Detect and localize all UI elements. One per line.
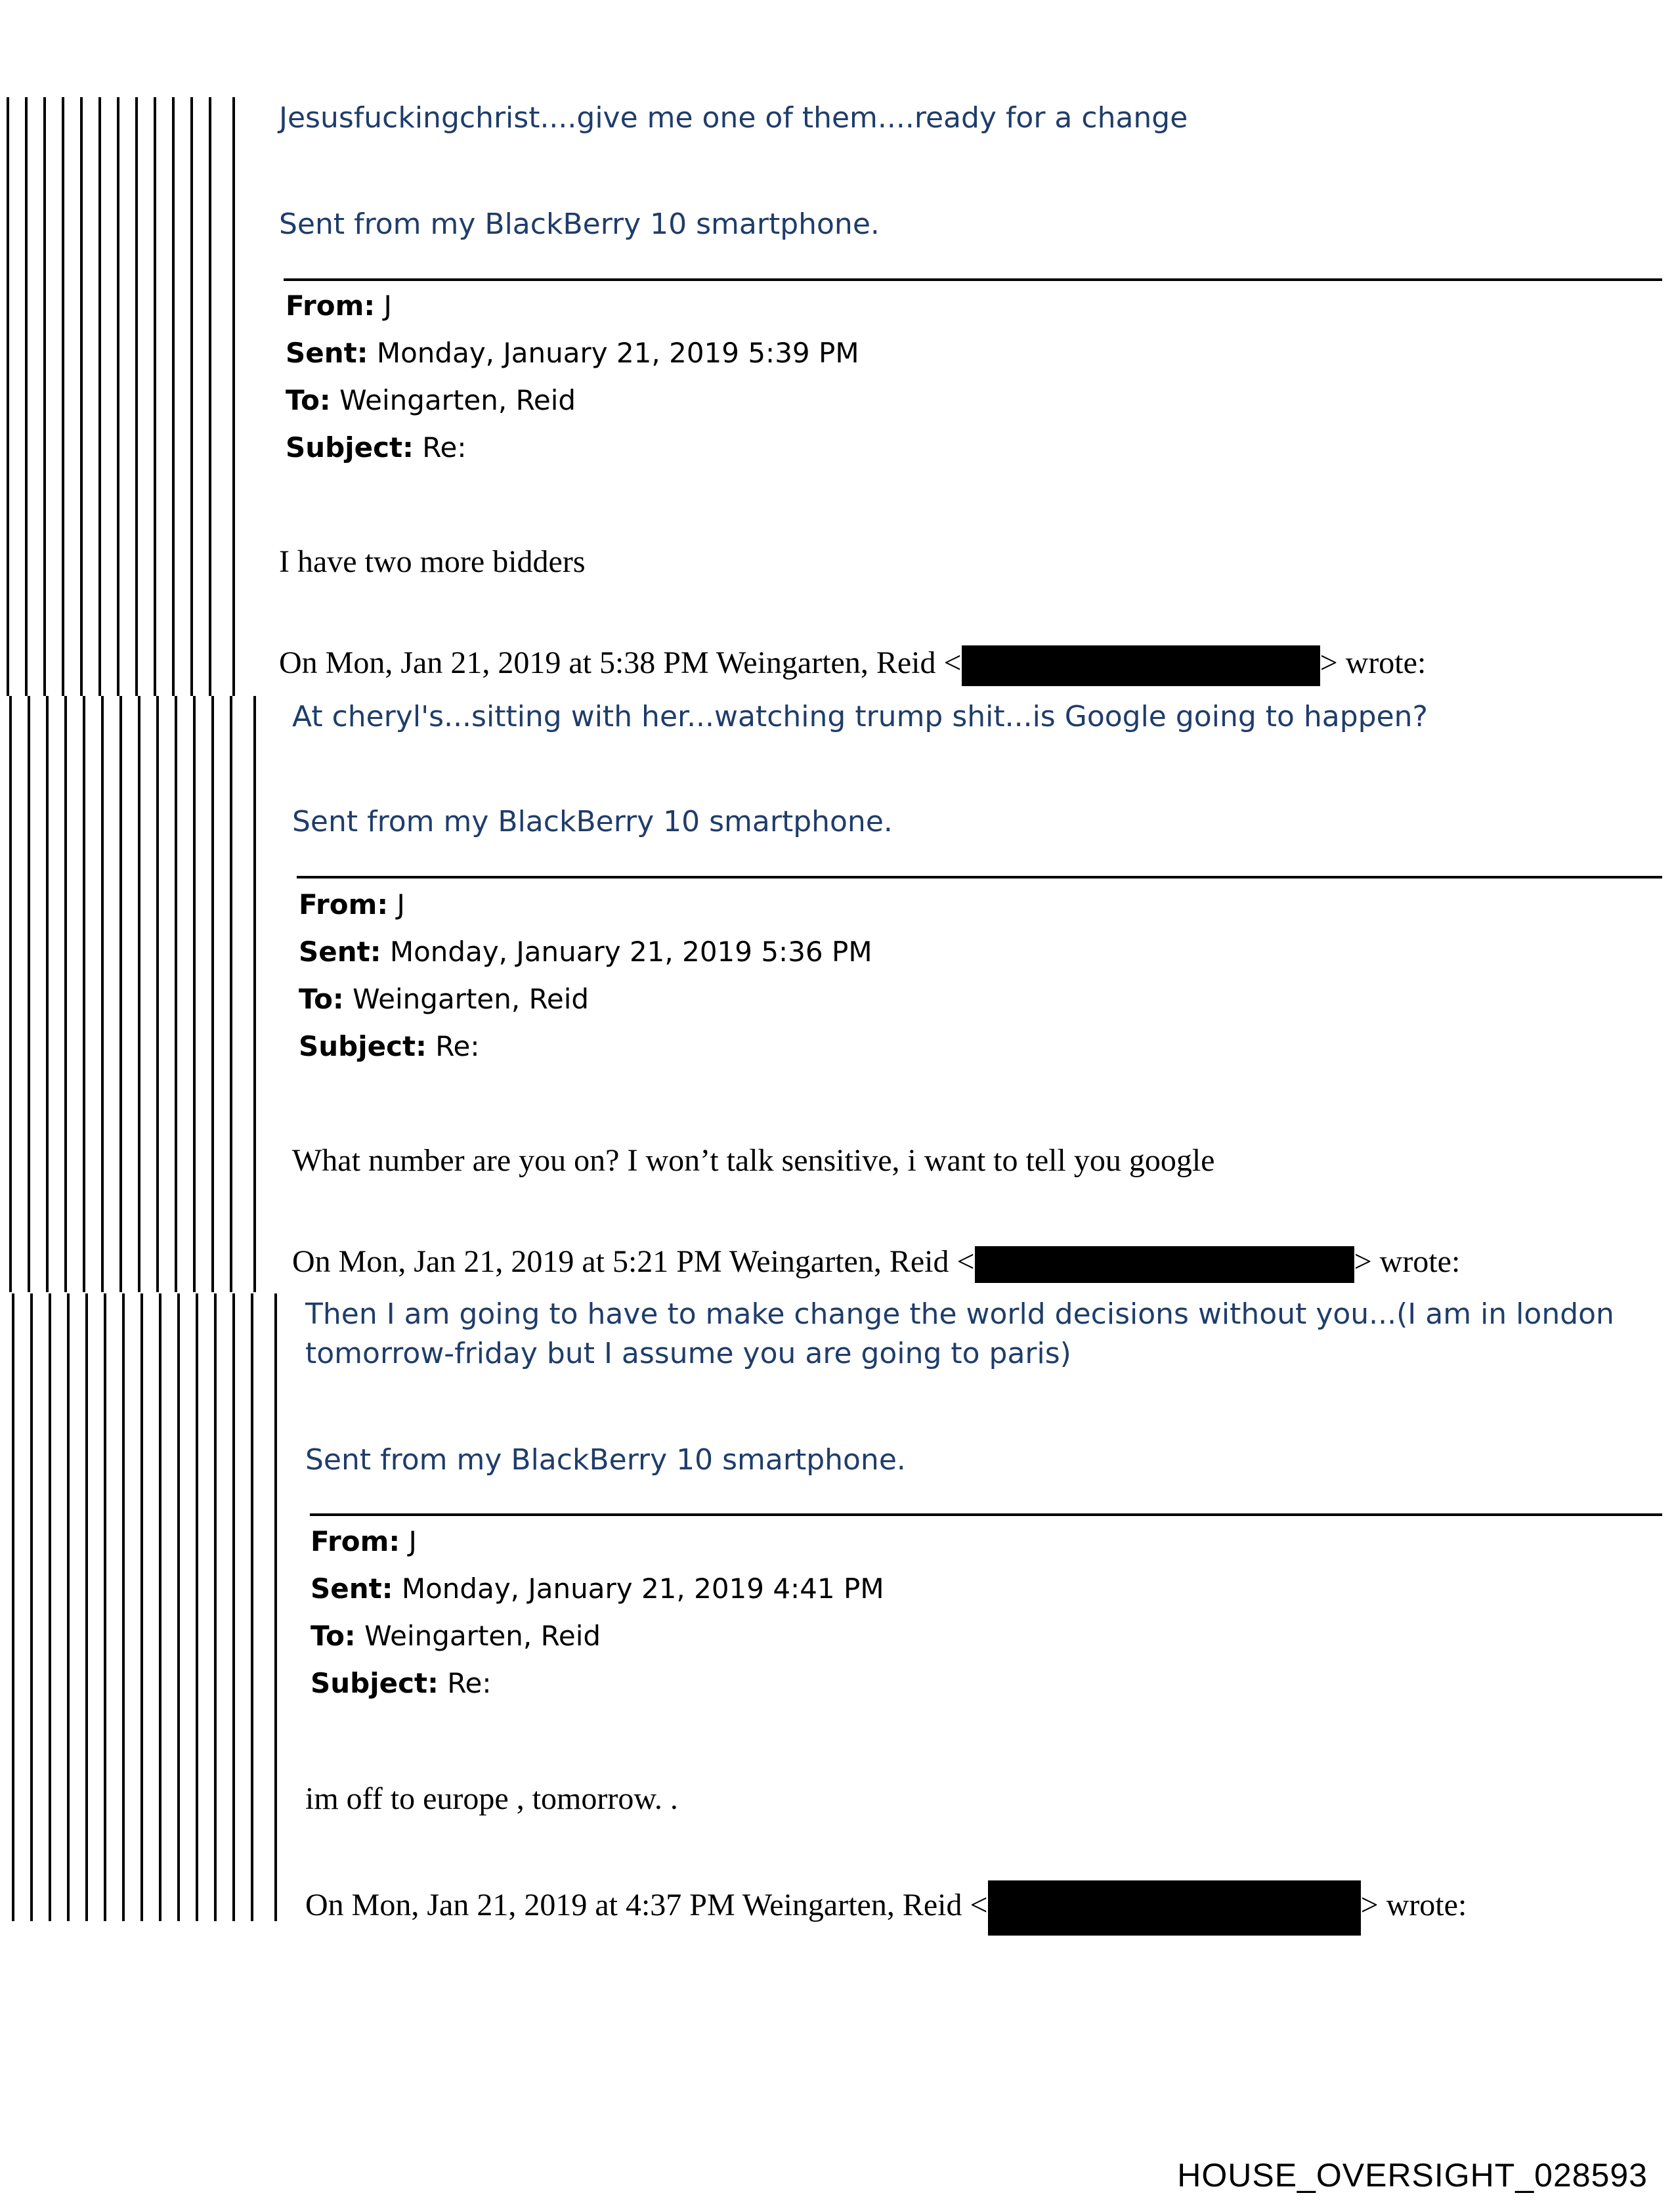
to-label: To: <box>286 384 331 416</box>
subject-value: Re: <box>435 1030 480 1062</box>
quote-line-1 <box>279 643 1426 686</box>
quote-bars-3 <box>12 1293 281 1921</box>
sent-label: Sent: <box>311 1572 393 1605</box>
header-divider-2 <box>297 876 1662 878</box>
header-divider-3 <box>310 1513 1662 1516</box>
from-label: From: <box>286 290 376 322</box>
subject-value: Re: <box>422 431 467 464</box>
reply-text-2: At cheryl's...sitting with her...watching trump shit...is Google going to happen? <box>292 700 1428 733</box>
signature-1: Sent from my BlackBerry 10 smartphone. <box>279 207 880 241</box>
sent-value: Monday, January 21, 2019 5:36 PM <box>389 936 872 968</box>
quote-suffix: > wrote: <box>1320 645 1427 680</box>
sent-label: Sent: <box>299 936 381 968</box>
subject-value: Re: <box>447 1667 492 1699</box>
quote-prefix: On Mon, Jan 21, 2019 at 4:37 PM Weingarten, Reid < <box>305 1888 988 1923</box>
from-value: J <box>383 290 392 322</box>
header-divider-1 <box>284 278 1662 281</box>
quote-line-2 <box>292 1242 1460 1283</box>
quote-prefix: On Mon, Jan 21, 2019 at 5:38 PM Weingarten, Reid < <box>279 645 962 680</box>
reply-text-1: Jesusfuckingchrist....give me one of them....ready for a change <box>279 101 1188 135</box>
to-value: Weingarten, Reid <box>353 983 590 1015</box>
quote-suffix: > wrote: <box>1360 1888 1467 1923</box>
sent-value: Monday, January 21, 2019 4:41 PM <box>401 1572 884 1605</box>
redaction-box <box>962 645 1320 686</box>
subject-label: Subject: <box>311 1667 439 1699</box>
sent-label: Sent: <box>286 337 368 369</box>
quote-suffix: > wrote: <box>1354 1244 1461 1279</box>
quote-bars-1 <box>7 97 243 696</box>
subject-label: Subject: <box>299 1030 427 1062</box>
sent-value: Monday, January 21, 2019 5:39 PM <box>376 337 859 369</box>
email-header-1 <box>286 282 859 471</box>
signature-3: Sent from my BlackBerry 10 smartphone. <box>305 1443 906 1477</box>
body-3: im off to europe , tomorrow. . <box>305 1781 678 1816</box>
signature-2: Sent from my BlackBerry 10 smartphone. <box>292 805 893 838</box>
email-header-3 <box>311 1518 884 1707</box>
reply-text-3-line-2: tomorrow-friday but I assume you are going to paris) <box>305 1337 1071 1370</box>
email-header-2 <box>299 881 872 1070</box>
bates-number: HOUSE_OVERSIGHT_028593 <box>1177 2157 1648 2194</box>
body-2: What number are you on? I won’t talk sensitive, i want to tell you google <box>292 1143 1215 1178</box>
to-label: To: <box>311 1620 356 1652</box>
quote-prefix: On Mon, Jan 21, 2019 at 5:21 PM Weingarten, Reid < <box>292 1244 975 1279</box>
quote-bars-2 <box>9 696 259 1292</box>
redaction-box <box>975 1246 1354 1283</box>
reply-text-3-line-1: Then I am going to have to make change the world decisions without you...(I am in london <box>305 1297 1614 1331</box>
subject-label: Subject: <box>286 431 414 464</box>
to-value: Weingarten, Reid <box>339 384 576 416</box>
from-value: J <box>408 1525 417 1557</box>
to-value: Weingarten, Reid <box>364 1620 601 1652</box>
from-label: From: <box>299 888 389 921</box>
quote-line-3 <box>305 1880 1467 1936</box>
redaction-box <box>988 1880 1361 1936</box>
from-value: J <box>397 888 405 921</box>
from-label: From: <box>311 1525 400 1557</box>
to-label: To: <box>299 983 344 1015</box>
body-1: I have two more bidders <box>279 544 586 579</box>
